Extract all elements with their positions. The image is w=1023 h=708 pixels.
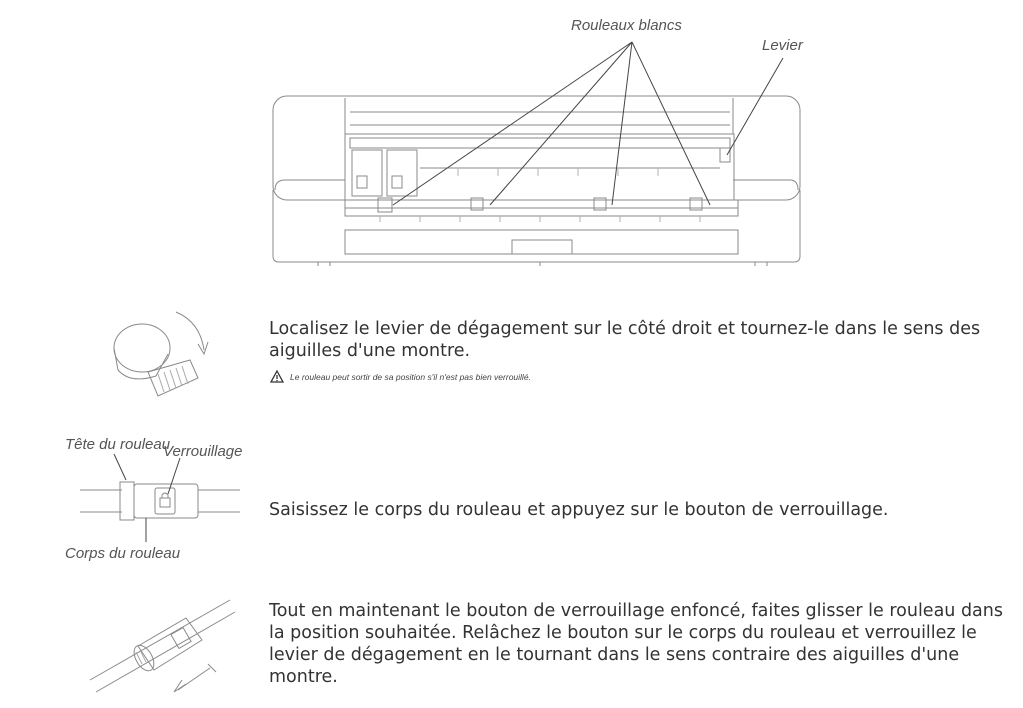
step-1-warning: Le rouleau peut sortir de sa position s'il n'est pas bien verrouillé. xyxy=(290,372,531,382)
roller-slide-illustration xyxy=(90,600,240,700)
label-verrouillage: Verrouillage xyxy=(163,443,243,460)
warning-triangle-icon xyxy=(270,370,284,383)
step-2-text: Saisissez le corps du rouleau et appuyez sur le bouton de verrouillage. xyxy=(269,500,889,520)
roller-lock-illustration xyxy=(80,460,240,550)
step-1-text: Localisez le levier de dégagement sur le côté droit et tournez-le dans le sens des aiguilles d'une montre. xyxy=(269,319,981,361)
step-3-text: Tout en maintenant le bouton de verrouillage enfoncé, faites glisser le rouleau dans la position souhaitée. Relâchez le bouton sur le corps du rouleau et verrouillez le levier de dégagement en le tournant dans le sens contraire des aiguilles d'une montre. xyxy=(269,601,1003,687)
lever-rotation-illustration xyxy=(100,300,220,412)
label-rouleaux-blancs: Rouleaux blancs xyxy=(571,17,682,34)
label-corps-du-rouleau: Corps du rouleau xyxy=(65,545,181,562)
label-levier: Levier xyxy=(762,37,803,54)
label-tete-du-rouleau: Tête du rouleau xyxy=(65,436,171,453)
cutter-printer-diagram xyxy=(0,0,1023,290)
